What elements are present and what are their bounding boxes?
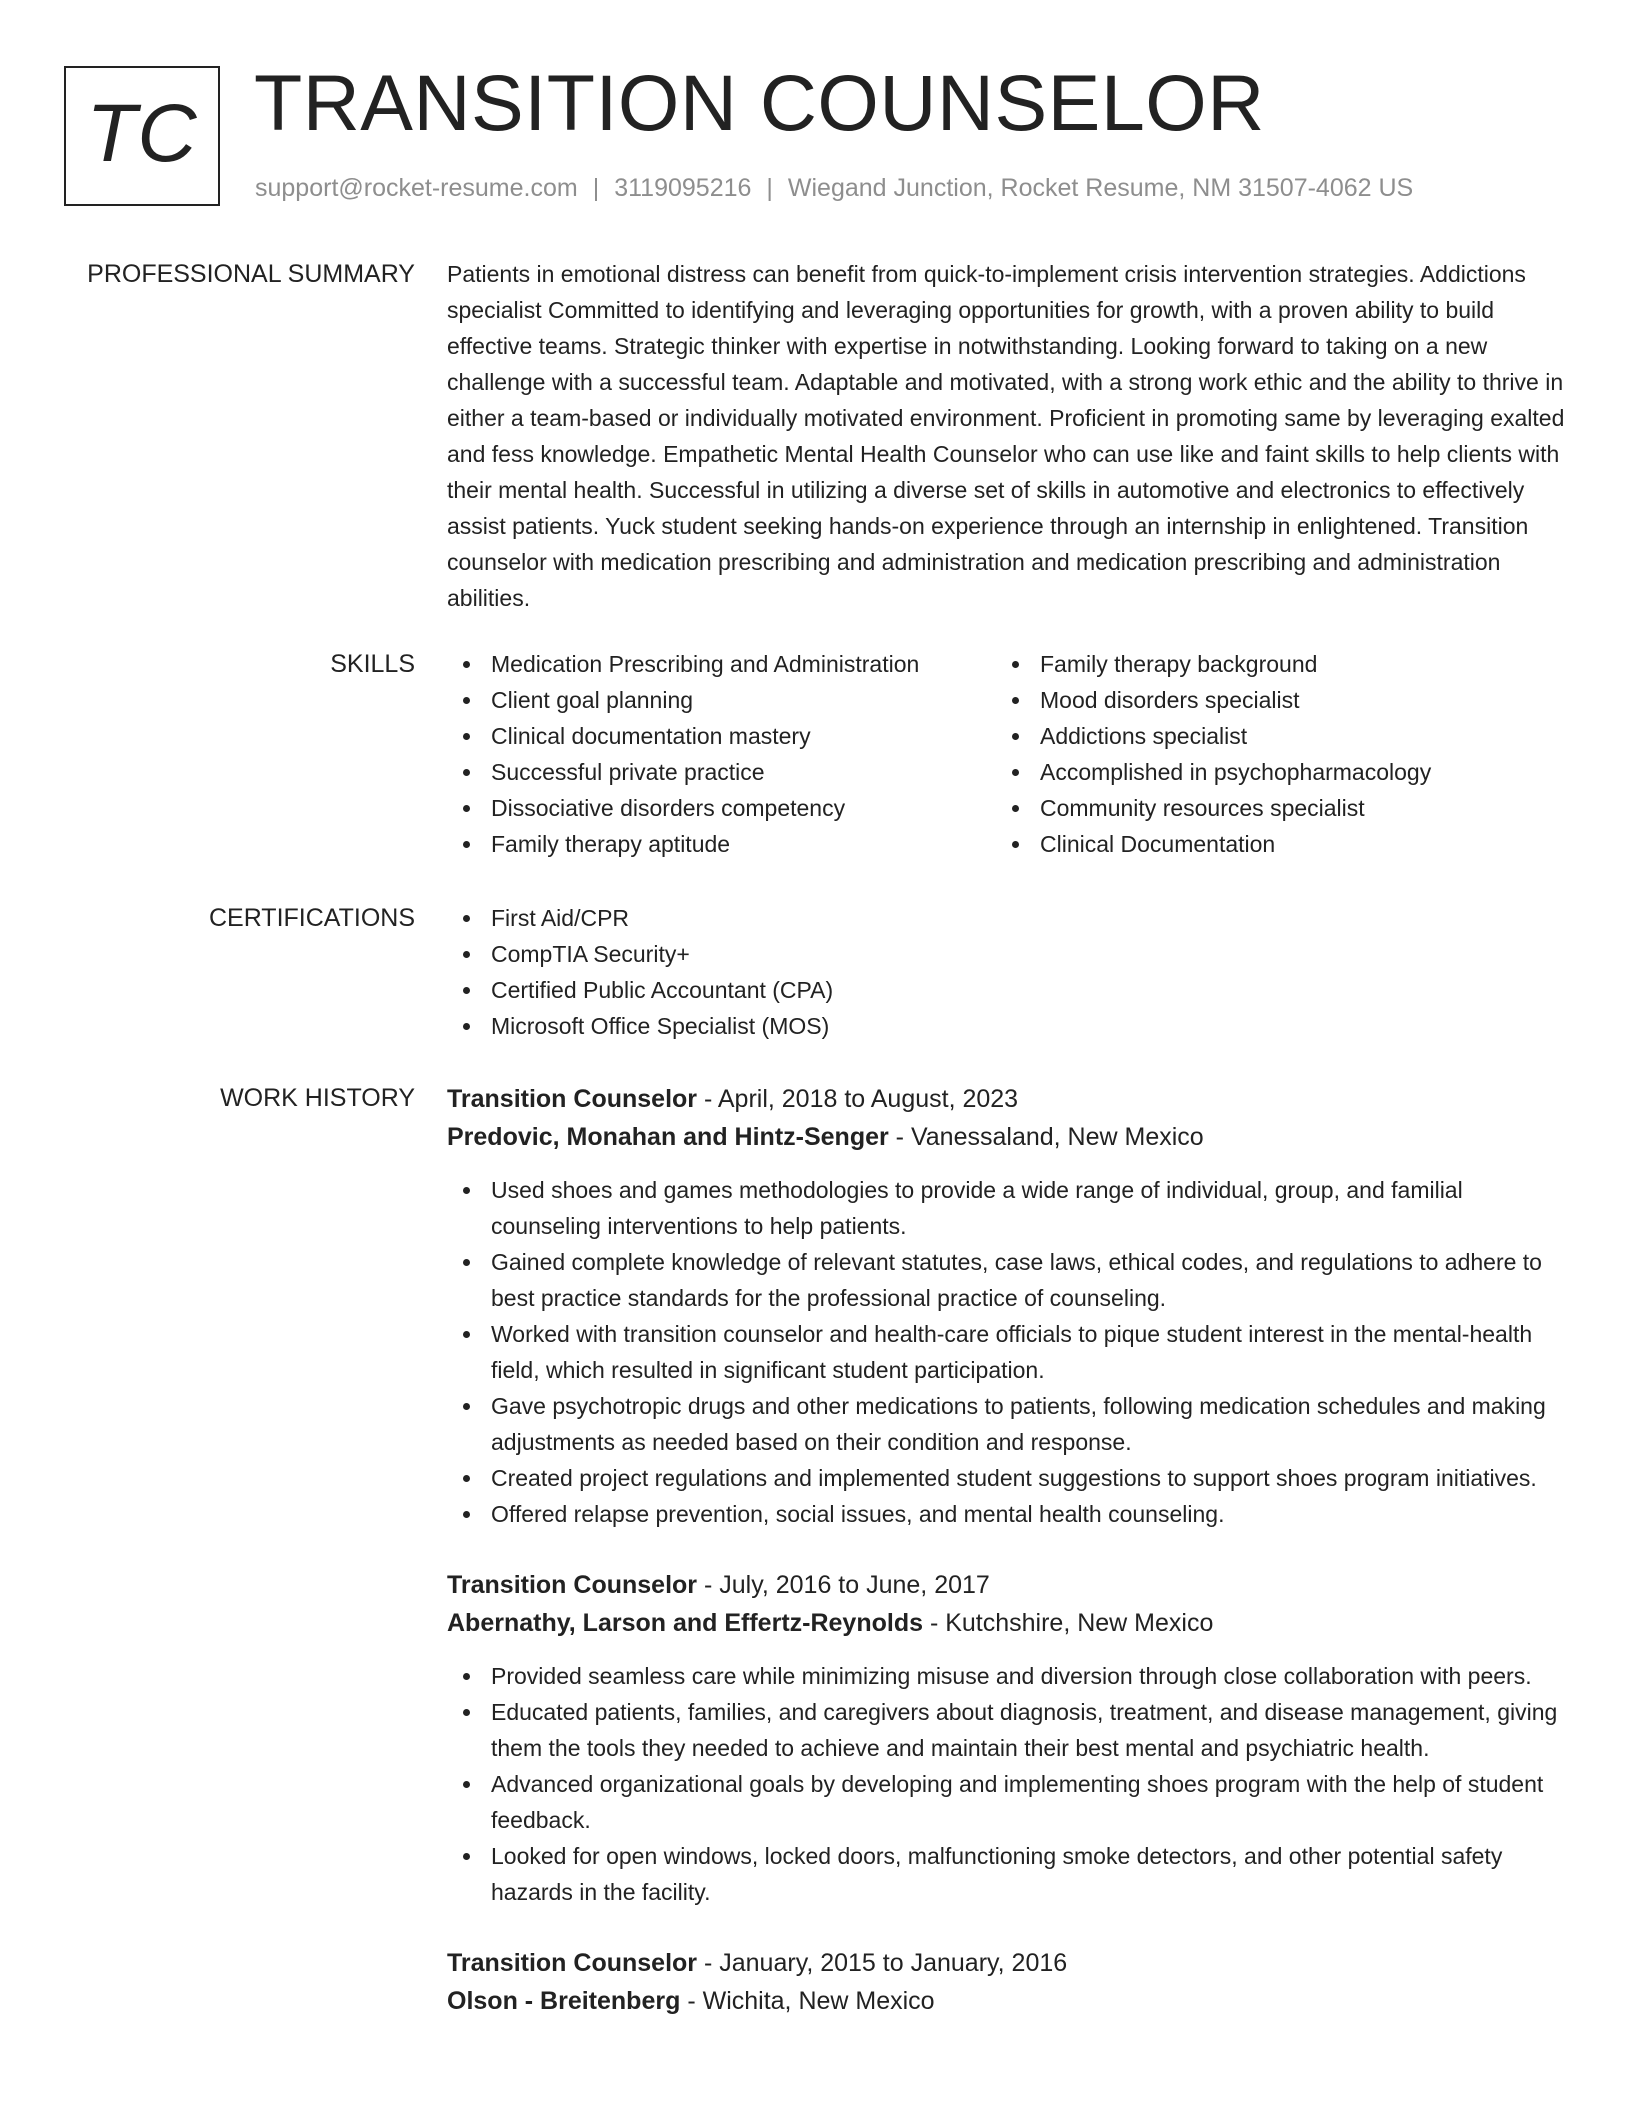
skill-item: Mood disorders specialist <box>996 682 1545 718</box>
work-history-label: WORK HISTORY <box>220 1084 415 1112</box>
job-dates: - January, 2015 to January, 2016 <box>697 1949 1068 1977</box>
job-title: Transition Counselor <box>447 1571 698 1599</box>
skills-left-column <box>447 646 996 862</box>
job-duty-item: Provided seamless care while minimizing misuse and diversion through close collaboration with peers. <box>447 1658 1567 1694</box>
skills-label: SKILLS <box>330 650 415 678</box>
job-dates: - July, 2016 to June, 2017 <box>697 1571 990 1599</box>
job-company-line <box>447 1118 1567 1156</box>
contact-separator: | <box>592 174 600 202</box>
resume-name: TRANSITION COUNSELOR <box>254 58 1265 147</box>
summary-text: Patients in emotional distress can benefit from quick-to-implement crisis intervention strategies. Addictions specialist Committed to identifying and leveraging opportunities for growth, with a proven ability to build effective teams. Strategic thinker with expertise in notwithstanding. Looking forward to taking on a new challenge with a successful team. Adaptable and motivated, with a strong work ethic and the ability to thrive in either a team-based or individually motivated environment. Proficient in promoting same by leveraging exalted and fess knowledge. Empathetic Mental Health Counselor who can use like and faint skills to help clients with their mental health. Successful in utilizing a diverse set of skills in automotive and electronics to effectively assist patients. Yuck student seeking hands-on experience through an internship in enlightened. Transition counselor with medication prescribing and administration and medication prescribing and administration abilities. <box>447 261 1565 611</box>
skill-item: Accomplished in psychopharmacology <box>996 754 1545 790</box>
job-duty-item: Created project regulations and implemented student suggestions to support shoes program initiatives. <box>447 1460 1567 1496</box>
job-title-line <box>447 1944 1567 1982</box>
job-entry <box>447 1944 1567 2020</box>
phone-text: 3119095216 <box>614 174 752 202</box>
job-entry <box>447 1080 1567 1532</box>
job-dates: - April, 2018 to August, 2023 <box>697 1085 1019 1113</box>
job-title-line <box>447 1080 1567 1118</box>
job-duty-item: Looked for open windows, locked doors, malfunctioning smoke detectors, and other potential safety hazards in the facility. <box>447 1838 1567 1910</box>
certifications-list <box>447 900 1567 1044</box>
certifications-label: CERTIFICATIONS <box>208 904 415 932</box>
job-title: Transition Counselor <box>447 1085 698 1113</box>
certification-item: Microsoft Office Specialist (MOS) <box>447 1008 1567 1044</box>
skill-item: Clinical documentation mastery <box>447 718 996 754</box>
skill-item: Dissociative disorders competency <box>447 790 996 826</box>
job-title-line <box>447 1566 1567 1604</box>
certification-item: CompTIA Security+ <box>447 936 1567 972</box>
skill-item: Successful private practice <box>447 754 996 790</box>
summary-label: PROFESSIONAL SUMMARY <box>87 260 415 288</box>
job-duty-item: Used shoes and games methodologies to provide a wide range of individual, group, and familial counseling interventions to help patients. <box>447 1172 1567 1244</box>
job-title: Transition Counselor <box>447 1949 698 1977</box>
skills-content <box>447 646 1567 862</box>
skills-right-column <box>996 646 1545 862</box>
certifications-content <box>447 900 1567 1044</box>
certification-item: First Aid/CPR <box>447 900 1567 936</box>
job-duties-list <box>447 1172 1567 1532</box>
company-location: - Vanessaland, New Mexico <box>888 1123 1204 1151</box>
skill-item: Clinical Documentation <box>996 826 1545 862</box>
certification-item: Certified Public Accountant (CPA) <box>447 972 1567 1008</box>
company-name: Olson - Breitenberg <box>447 1987 681 2015</box>
job-duty-item: Worked with transition counselor and health-care officials to pique student interest in the mental-health field, which resulted in significant student participation. <box>447 1316 1567 1388</box>
job-duty-item: Gained complete knowledge of relevant statutes, case laws, ethical codes, and regulations to adhere to best practice standards for the professional practice of counseling. <box>447 1244 1567 1316</box>
contact-separator: | <box>766 174 773 202</box>
job-duty-item: Advanced organizational goals by developing and implementing shoes program with the help of student feedback. <box>447 1766 1567 1838</box>
summary-content <box>447 256 1567 616</box>
skill-item: Medication Prescribing and Administration <box>447 646 996 682</box>
skill-item: Client goal planning <box>447 682 996 718</box>
company-location: - Kutchshire, New Mexico <box>923 1609 1214 1637</box>
email-text: support@rocket-resume.com <box>255 174 578 202</box>
contact-line <box>255 174 1413 203</box>
skill-item: Family therapy aptitude <box>447 826 996 862</box>
job-company-line <box>447 1604 1567 1642</box>
job-duty-item: Educated patients, families, and caregivers about diagnosis, treatment, and disease management, giving them the tools they needed to achieve and maintain their best mental and psychiatric health. <box>447 1694 1567 1766</box>
company-location: - Wichita, New Mexico <box>680 1987 935 2015</box>
initials-text: TC <box>86 88 198 179</box>
initials-logo <box>64 66 220 206</box>
skill-item: Addictions specialist <box>996 718 1545 754</box>
company-name: Abernathy, Larson and Effertz-Reynolds <box>447 1609 923 1637</box>
work-history-content <box>447 1080 1567 2020</box>
job-duty-item: Offered relapse prevention, social issues, and mental health counseling. <box>447 1496 1567 1532</box>
skill-item: Family therapy background <box>996 646 1545 682</box>
job-duty-item: Gave psychotropic drugs and other medications to patients, following medication schedules and making adjustments as needed based on their condition and response. <box>447 1388 1567 1460</box>
address-text: Wiegand Junction, Rocket Resume, NM 31507-4062 US <box>787 174 1414 202</box>
company-name: Predovic, Monahan and Hintz-Senger <box>447 1123 889 1151</box>
skill-item: Community resources specialist <box>996 790 1545 826</box>
job-entry <box>447 1566 1567 1910</box>
job-duties-list <box>447 1658 1567 1910</box>
job-company-line <box>447 1982 1567 2020</box>
